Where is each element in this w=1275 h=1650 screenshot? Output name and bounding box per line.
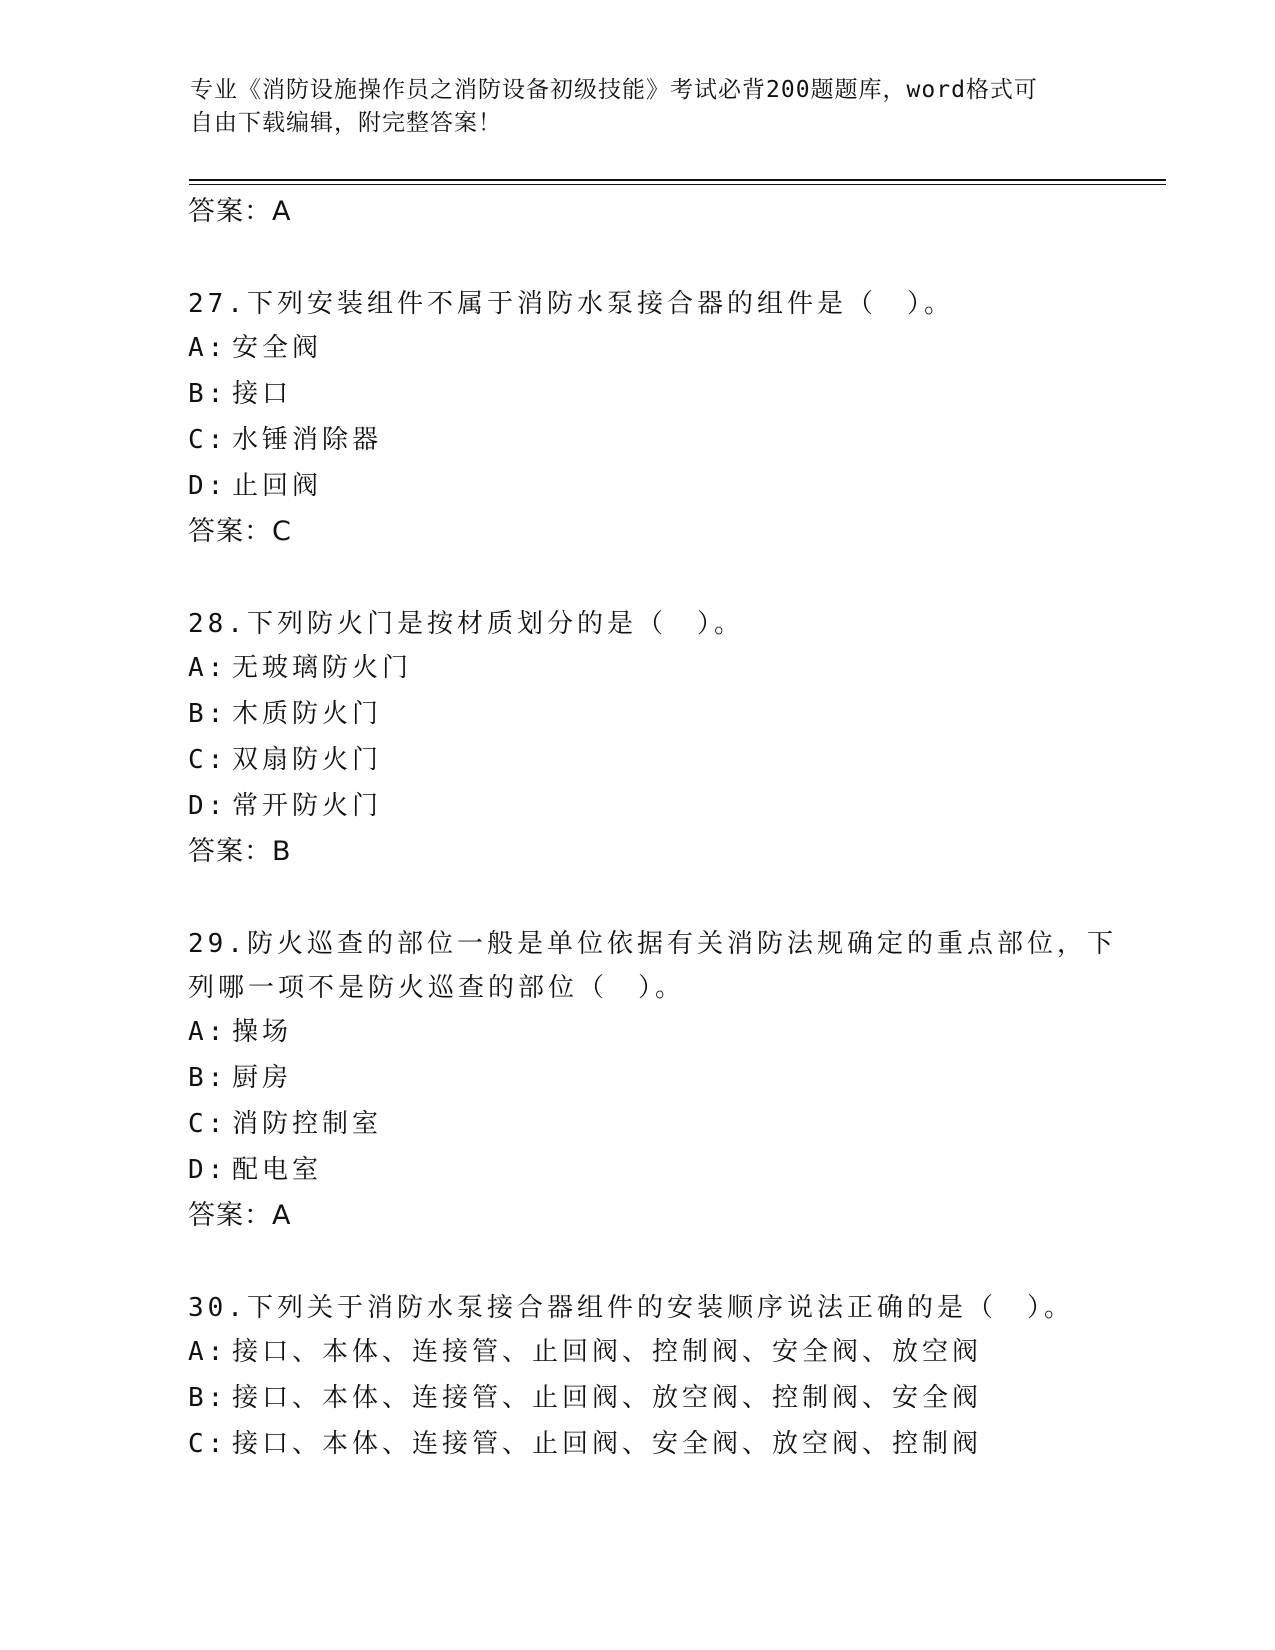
question-29 [188, 922, 1148, 1240]
header-divider-thick [189, 179, 1166, 181]
option-c [188, 738, 1148, 784]
spacer [188, 876, 1148, 922]
option-text: 接口、本体、连接管、止回阀、安全阀、放空阀、控制阀 [232, 1429, 983, 1459]
option-key: C: [188, 1109, 228, 1139]
question-27 [188, 282, 1148, 556]
spacer [188, 1240, 1148, 1286]
option-b [188, 1376, 1148, 1422]
question-text-continued: 列哪一项不是防火巡查的部位（ ）。 [188, 973, 686, 1003]
header-line-1: 专业《消防设施操作员之消防设备初级技能》考试必背200题题库，word格式可 [190, 77, 1038, 103]
option-key: C: [188, 1429, 228, 1459]
option-text: 接口、本体、连接管、止回阀、控制阀、安全阀、放空阀 [232, 1337, 983, 1367]
question-30 [188, 1286, 1148, 1468]
option-text: 接口 [232, 379, 293, 409]
option-c [188, 418, 1148, 464]
option-d [188, 784, 1148, 830]
option-text: 常开防火门 [232, 791, 383, 821]
option-text: 操场 [232, 1017, 293, 1047]
option-key: B: [188, 699, 228, 729]
option-text: 配电室 [232, 1155, 323, 1185]
option-text: 安全阀 [232, 333, 323, 363]
answer: 答案：A [188, 1200, 292, 1231]
option-key: D: [188, 791, 228, 821]
option-text: 水锤消除器 [232, 425, 383, 455]
option-text: 消防控制室 [232, 1109, 383, 1139]
option-text: 厨房 [232, 1063, 293, 1093]
question-list [188, 190, 1148, 1468]
option-a [188, 1010, 1148, 1056]
option-b [188, 372, 1148, 418]
option-d [188, 464, 1148, 510]
question-text: 27.下列安装组件不属于消防水泵接合器的组件是（ ）。 [188, 289, 954, 319]
option-b [188, 692, 1148, 738]
question-text: 29.防火巡查的部位一般是单位依据有关消防法规确定的重点部位，下 [188, 929, 1117, 959]
option-key: A: [188, 1337, 228, 1367]
option-text: 接口、本体、连接管、止回阀、放空阀、控制阀、安全阀 [232, 1383, 983, 1413]
question-text: 30.下列关于消防水泵接合器组件的安装顺序说法正确的是（ ）。 [188, 1293, 1074, 1323]
option-d [188, 1148, 1148, 1194]
previous-answer: 答案：A [188, 196, 292, 227]
spacer [188, 236, 1148, 282]
header-divider-thin [189, 184, 1166, 185]
option-c [188, 1422, 1148, 1468]
option-b [188, 1056, 1148, 1102]
option-c [188, 1102, 1148, 1148]
question-28 [188, 602, 1148, 876]
option-key: B: [188, 1063, 228, 1093]
option-key: B: [188, 1383, 228, 1413]
answer: 答案：B [188, 836, 292, 867]
option-key: D: [188, 1155, 228, 1185]
option-text: 止回阀 [232, 471, 323, 501]
answer: 答案：C [188, 516, 292, 547]
option-key: A: [188, 1017, 228, 1047]
option-a [188, 326, 1148, 372]
option-key: D: [188, 471, 228, 501]
header-line-2: 自由下载编辑，附完整答案！ [190, 110, 502, 136]
option-text: 无玻璃防火门 [232, 653, 413, 683]
option-key: A: [188, 653, 228, 683]
option-a [188, 1330, 1148, 1376]
document-header [190, 74, 1090, 140]
option-a [188, 646, 1148, 692]
option-key: C: [188, 425, 228, 455]
spacer [188, 556, 1148, 602]
option-text: 木质防火门 [232, 699, 383, 729]
question-text: 28.下列防火门是按材质划分的是（ ）。 [188, 609, 744, 639]
option-text: 双扇防火门 [232, 745, 383, 775]
option-key: A: [188, 333, 228, 363]
option-key: B: [188, 379, 228, 409]
option-key: C: [188, 745, 228, 775]
